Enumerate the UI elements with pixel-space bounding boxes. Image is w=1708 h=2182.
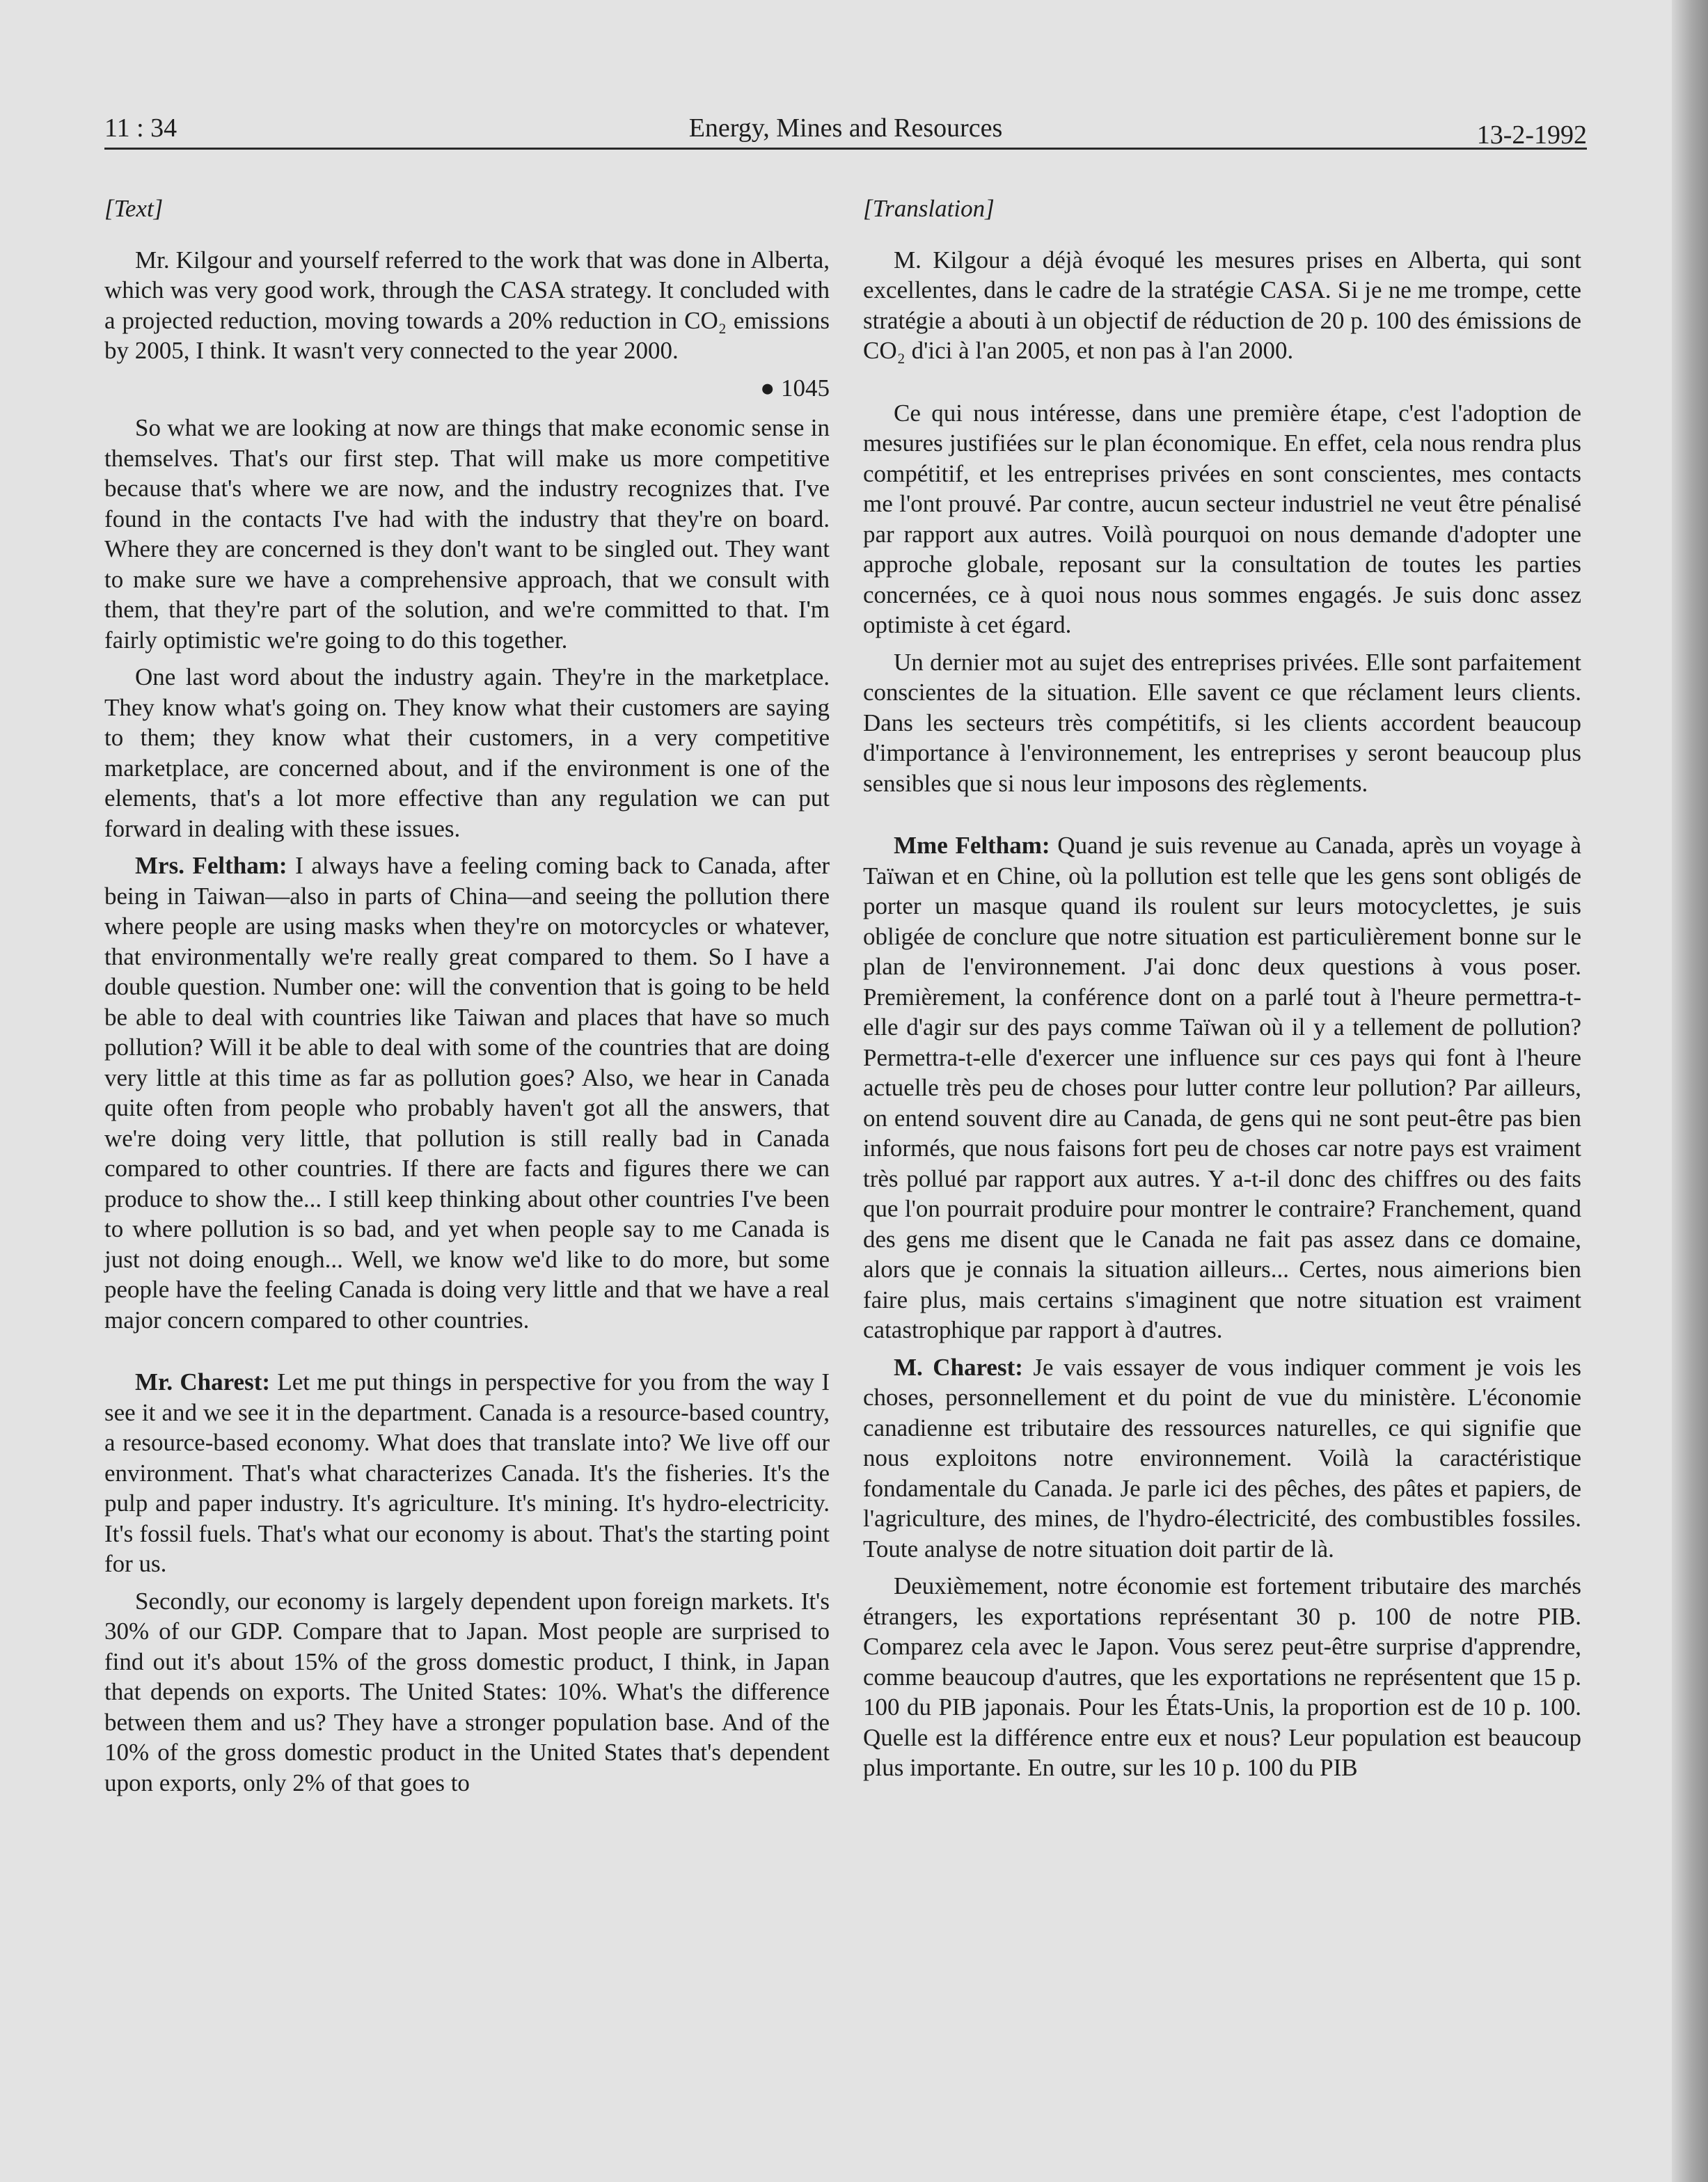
page-number: 11 : 34 bbox=[104, 113, 177, 143]
paragraph-industry-marketplace: One last word about the industry again. They're in the marketplace. They know what's going on. They know what their customers are saying to them; they know what their customers, in a very competitive marketplace, are concerned about, and if the environment is one of the elements, that's a lot more effective than any regulation we can put forward in dealing with these issues. bbox=[104, 663, 830, 842]
english-column-label: [Text] bbox=[104, 195, 164, 222]
paragraph-industry-marketplace-fr: Un dernier mot au sujet des entreprises privées. Elle sont parfaitement conscientes de la situation. Elle savent ce que réclament leurs clients. Dans les secteurs très compétitifs, si les clients accordent beaucoup d'importance à l'environnement, les entreprises y seront beaucoup plus sensibles que si nous leur imposons des règlements. bbox=[863, 648, 1581, 797]
english-column bbox=[104, 193, 830, 1805]
page-header bbox=[104, 113, 1587, 150]
paragraph-charest-answer bbox=[104, 1367, 830, 1579]
paragraph-feltham-question-fr bbox=[863, 830, 1581, 1345]
paragraph-kilgour-alberta: Mr. Kilgour and yourself referred to the work that was done in Alberta, which was very good work, through the CASA strategy. It concluded with a projected reduction, moving towards a 20% reduction in CO₂ emissions by 2005, I think. It wasn't very connected to the year 2000. bbox=[104, 246, 830, 364]
time-marker: ● 1045 bbox=[760, 374, 830, 402]
speaker-name: M. Charest: bbox=[894, 1353, 1023, 1381]
speech-text: Quand je suis revenue au Canada, après un voyage à Taïwan et en Chine, où la pollution est telle que les gens sont obligés de porter un masque quand ils roulent sur leurs motocyclettes, je suis obligée de conclure que notre situation est particulièrement bonne sur le plan de l'environnement. J'ai donc deux questions à vous poser. Premièrement, la conférence dont on a parlé tout à l'heure permettra-t-elle d'agir sur des pays comme Taïwan où il y a tellement de pollution? Permettra-t-elle d'exercer une influence sur ces pays qui font à l'heure actuelle très peu de choses pour lutter contre leur pollution? Par ailleurs, on entend souvent dire au Canada, de gens qui ne sont peut-être pas bien informés, que nous faisons fort peu de choses car notre pays est vraiment très pollué par rapport aux autres. Y a-t-il donc des chiffres ou des faits que l'on pourrait produire pour montrer le contraire? Franchement, quand des gens me disent que le Canada ne fait pas assez dans ce domaine, alors que je connais la situation ailleurs... Certes, nous aimerions bien faire plus, mais certains s'imaginent que notre situation est vraiment catastrophique par rapport à d'autres. bbox=[863, 832, 1581, 1343]
speaker-name: Mrs. Feltham: bbox=[135, 852, 287, 879]
paragraph-foreign-markets-fr: Deuxièmement, notre économie est fortement tributaire des marchés étrangers, les exportations représentant 30 p. 100 de notre PIB. Comparez cela avec le Japon. Vous serez peut-être surprise d'apprendre, comme beaucoup d'autres, que les exportations ne représentent que 15 p. 100 du PIB japonais. Pour les États-Unis, la proportion est de 10 p. 100. Quelle est la différence entre eux et nous? Leur population est beaucoup plus importante. En outre, sur les 10 p. 100 du PIB bbox=[863, 1572, 1581, 1781]
page-date: 13-2-1992 bbox=[1476, 120, 1587, 150]
running-title: Energy, Mines and Resources bbox=[688, 113, 1003, 143]
paragraph-foreign-markets: Secondly, our economy is largely dependent upon foreign markets. It's 30% of our GDP. Compare that to Japan. Most people are surprised to find out it's about 15% of the gross domestic product, I think, in Japan that depends on exports. The United States: 10%. What's the difference between them and us? They have a stronger population base. And of the 10% of the gross domestic product in the United States that's dependent upon exports, only 2% of that goes to bbox=[104, 1587, 830, 1796]
french-column-label: [Translation] bbox=[863, 195, 995, 222]
paragraph-economic-sense: So what we are looking at now are things that make economic sense in themselves. That's our first step. That will make us more competitive because that's where we are now, and the industry recognizes that. I've found in the contacts I've had with the industry that they're on board. Where they are concerned is they don't want to be singled out. They want to make sure we have a comprehensive approach, that we consult with them, that they're part of the solution, and we're committed to that. I'm fairly optimistic we're going to do this together. bbox=[104, 414, 830, 654]
french-column bbox=[863, 193, 1581, 1790]
speaker-name: Mme Feltham: bbox=[894, 832, 1050, 859]
paragraph-charest-answer-fr bbox=[863, 1352, 1581, 1565]
paragraph-economic-sense-fr: Ce qui nous intéresse, dans une première étape, c'est l'adoption de mesures justifiées sur le plan économique. En effet, cela nous rendra plus compétitif, et les entreprises privées en sont conscientes, mes contacts me l'ont prouvé. Par contre, aucun secteur industriel ne veut être pénalisé par rapport aux autres. Voilà pourquoi on nous demande d'adopter une approche globale, reposant sur la consultation de toutes les parties concernées, ce à quoi nous nous sommes engagés. Je suis donc assez optimiste à cet égard. bbox=[863, 399, 1581, 638]
speech-text: Je vais essayer de vous indiquer comment je vois les choses, personnellement et du point de vue du ministère. L'économie canadienne est tributaire des ressources naturelles, ce qui signifie que nous exploitons notre environnement. Voilà la caractéristique fondamentale du Canada. Je parle ici des pêches, des pâtes et papiers, de l'agriculture, des mines, de l'hydro-électricité, des combustibles fossiles. Toute analyse de notre situation doit partir de là. bbox=[863, 1353, 1582, 1563]
speech-text: I always have a feeling coming back to Canada, after being in Taiwan—also in parts of China—and seeing the pollution there where people are using masks when they're on motorcycles or whatever, that environmentally we're really great compared to them. So I have a double question. Number one: will the convention that is going to be held be able to deal with countries like Taiwan and places that have so much pollution? Will it be able to deal with some of the countries that are doing very little at this time as far as pollution goes? Also, we hear in Canada quite often from people who probably haven't got all the answers, that we're doing very little, that pollution is still really bad in Canada compared to other countries. If there are facts and figures there we can produce to show the... I still keep thinking about other countries I've been to where pollution is so bad, and yet when people say to me Canada is just not doing enough... Well, we know we'd like to do more, but some people have the feeling Canada is doing very little and that we have a real major concern compared to other countries. bbox=[104, 852, 830, 1334]
paragraph-kilgour-alberta-fr: M. Kilgour a déjà évoqué les mesures prises en Alberta, qui sont excellentes, dans le cadre de la stratégie CASA. Si je ne me trompe, cette stratégie a abouti à un objectif de réduction de 20 p. 100 des émissions de CO₂ d'ici à l'an 2005, et non pas à l'an 2000. bbox=[863, 246, 1581, 364]
speech-text: Let me put things in perspective for you from the way I see it and we see it in the department. Canada is a resource-based country, a resource-based economy. What does that translate into? We live off our environment. That's what characterizes Canada. It's the fisheries. It's the pulp and paper industry. It's agriculture. It's mining. It's hydro-electricity. It's fossil fuels. That's what our economy is about. That's the starting point for us. bbox=[104, 1368, 830, 1577]
page-edge-shadow bbox=[1672, 0, 1708, 2182]
paragraph-feltham-question bbox=[104, 851, 830, 1335]
speaker-name: Mr. Charest: bbox=[135, 1368, 271, 1396]
